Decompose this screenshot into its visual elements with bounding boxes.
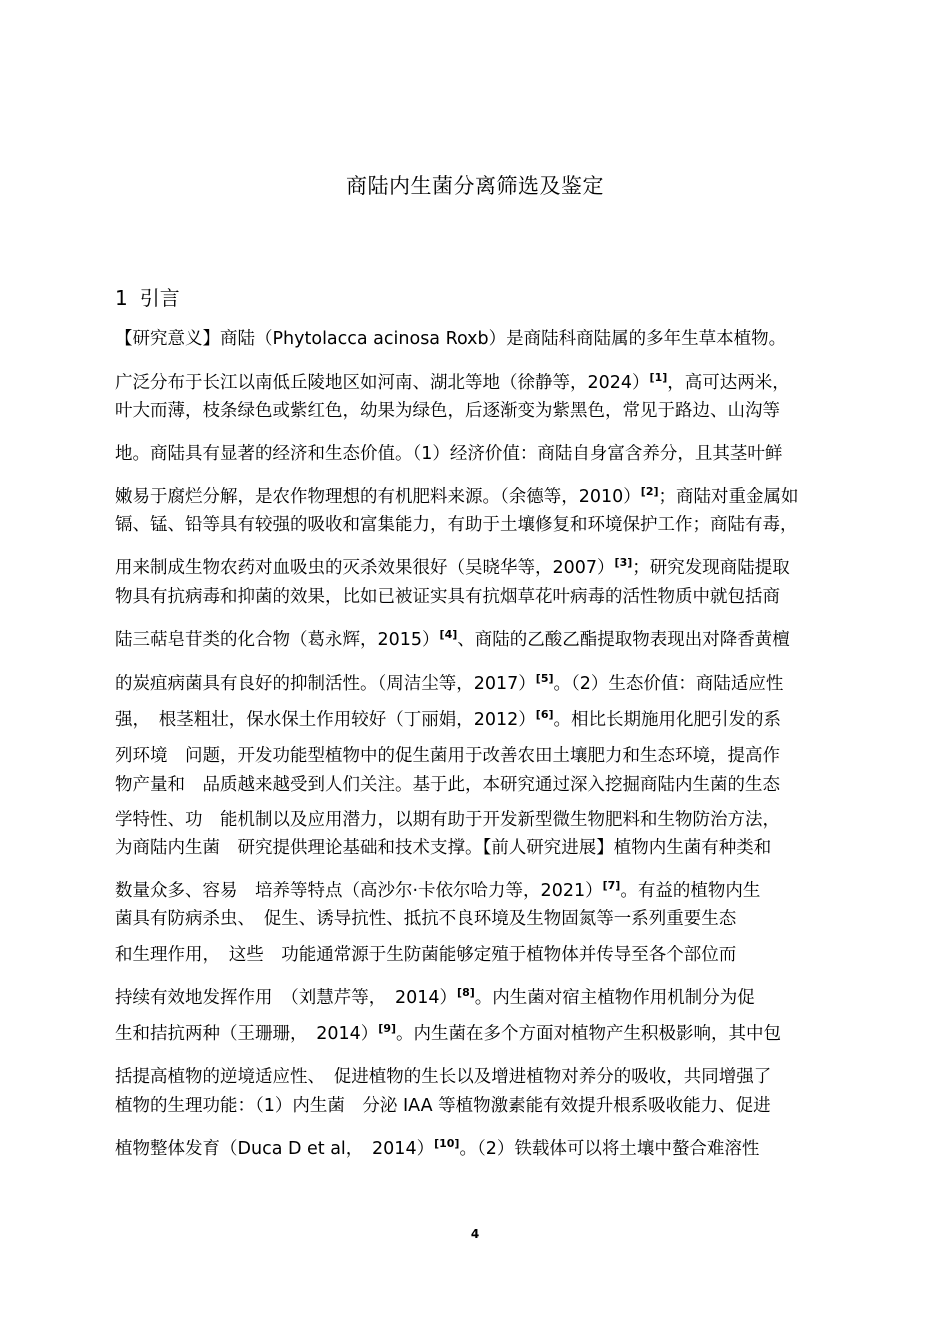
line-text: 为商陆内生菌 研究提供理论基础和技术支撑。【前人研究进展】植物内生菌有种类和 xyxy=(115,838,772,858)
text-line xyxy=(115,1021,840,1047)
line-text-tail: 、商陆的乙酸乙酯提取物表现出对降香黄檀 xyxy=(457,630,790,650)
citation-ref: [5] xyxy=(535,672,554,685)
line-text-tail: 。（2）生态价值：商陆适应性 xyxy=(553,674,784,694)
line-text: 括提高植物的逆境适应性、 促进植物的生长以及增进植物对养分的吸收，共同增强了 xyxy=(115,1067,772,1087)
line-text-tail: ；研究发现商陆提取 xyxy=(632,558,790,578)
citation-ref: [3] xyxy=(614,556,633,569)
citation-ref: [10] xyxy=(434,1137,460,1150)
line-text-tail: 。相比长期施用化肥引发的系 xyxy=(553,710,782,730)
line-text: 菌具有防病杀虫、 促生、诱导抗性、抵抗不良环境及生物固氮等一系列重要生态 xyxy=(115,909,737,929)
text-line xyxy=(115,512,840,538)
text-line xyxy=(115,985,840,1011)
text-line xyxy=(115,326,840,352)
text-line xyxy=(115,1093,840,1119)
text-line xyxy=(115,772,840,798)
citation-ref: [8] xyxy=(457,986,475,999)
line-text: 强， 根茎粗壮，保水保土作用较好（丁丽娟，2012） xyxy=(115,710,536,730)
line-text: 嫩易于腐烂分解，是农作物理想的有机肥料来源。（余德等，2010） xyxy=(115,487,641,507)
line-text: 陆三萜皂苷类的化合物（葛永辉，2015） xyxy=(115,630,440,650)
text-line xyxy=(115,398,840,424)
line-text: 植物整体发育（Duca D et al， 2014） xyxy=(115,1139,435,1159)
line-text: 镉、锰、铅等具有较强的吸收和富集能力，有助于土壤修复和环境保护工作；商陆有毒， xyxy=(115,515,798,535)
citation-ref: [1] xyxy=(649,371,668,384)
line-text: 列环境 问题，开发功能型植物中的促生菌用于改善农田土壤肥力和生态环境，提高作 xyxy=(115,746,780,766)
page-number: 4 xyxy=(470,1227,480,1241)
text-line xyxy=(115,584,840,610)
citation-ref: [2] xyxy=(640,485,659,498)
citation-ref: [7] xyxy=(602,879,621,892)
text-line xyxy=(115,743,840,769)
line-text: 用来制成生物农药对血吸虫的灭杀效果很好（吴晓华等，2007） xyxy=(115,558,615,578)
document-title: 商陆内生菌分离筛选及鉴定 xyxy=(346,174,604,198)
text-line xyxy=(115,835,840,861)
text-line xyxy=(115,1064,840,1090)
text-line xyxy=(115,370,840,396)
text-line xyxy=(115,671,840,697)
line-text: 持续有效地发挥作用 （刘慧芹等， 2014） xyxy=(115,988,458,1008)
line-text-tail: 。（2）铁载体可以将土壤中螯合难溶性 xyxy=(459,1139,760,1159)
citation-ref: [6] xyxy=(535,708,554,721)
section-number: 1 xyxy=(115,286,128,310)
line-text: 数量众多、容易 培养等特点（高沙尔·卡依尔哈力等，2021） xyxy=(115,881,603,901)
line-text-tail: ；商陆对重金属如 xyxy=(658,487,799,507)
line-text: 的炭疽病菌具有良好的抑制活性。（周洁尘等，2017） xyxy=(115,674,536,694)
citation-ref: [4] xyxy=(439,628,458,641)
line-text: 广泛分布于长江以南低丘陵地区如河南、湖北等地（徐静等，2024） xyxy=(115,373,650,393)
line-text: 和生理作用， 这些 功能通常源于生防菌能够定殖于植物体并传导至各个部位而 xyxy=(115,945,737,965)
line-text: 生和拮抗两种（王珊珊， 2014） xyxy=(115,1024,379,1044)
line-text: 【研究意义】商陆（Phytolacca acinosa Roxb）是商陆科商陆属的多年生草本植物。 xyxy=(115,329,787,349)
line-text-tail: 。有益的植物内生 xyxy=(620,881,761,901)
section-title: 引言 xyxy=(139,286,180,310)
line-text: 地。商陆具有显著的经济和生态价值。（1）经济价值：商陆自身富含养分，且其茎叶鲜 xyxy=(115,444,783,464)
section-heading xyxy=(115,282,180,311)
line-text-tail: ，高可达两米， xyxy=(667,373,790,393)
line-text: 叶大而薄，枝条绿色或紫红色，幼果为绿色，后逐渐变为紫黑色，常见于路边、山沟等 xyxy=(115,401,780,421)
text-line xyxy=(115,627,840,653)
text-line xyxy=(115,1136,840,1162)
line-text-tail: 。内生菌在多个方面对植物产生积极影响，其中包 xyxy=(396,1024,782,1044)
text-line xyxy=(115,878,840,904)
text-line xyxy=(115,441,840,467)
text-line xyxy=(115,555,840,581)
line-text: 植物的生理功能：（1）内生菌 分泌 IAA 等植物激素能有效提升根系吸收能力、促进 xyxy=(115,1096,771,1116)
text-line xyxy=(115,942,840,968)
line-text: 学特性、功 能机制以及应用潜力，以期有助于开发新型微生物肥料和生物防治方法， xyxy=(115,810,780,830)
line-text-tail: 。内生菌对宿主植物作用机制分为促 xyxy=(474,988,755,1008)
text-line xyxy=(115,707,840,733)
text-line xyxy=(115,807,840,833)
citation-ref: [9] xyxy=(378,1022,397,1035)
line-text: 物具有抗病毒和抑菌的效果，比如已被证实具有抗烟草花叶病毒的活性物质中就包括商 xyxy=(115,587,780,607)
text-line xyxy=(115,906,840,932)
line-text: 物产量和 品质越来越受到人们关注。基于此，本研究通过深入挖掘商陆内生菌的生态 xyxy=(115,775,780,795)
text-line xyxy=(115,484,840,510)
